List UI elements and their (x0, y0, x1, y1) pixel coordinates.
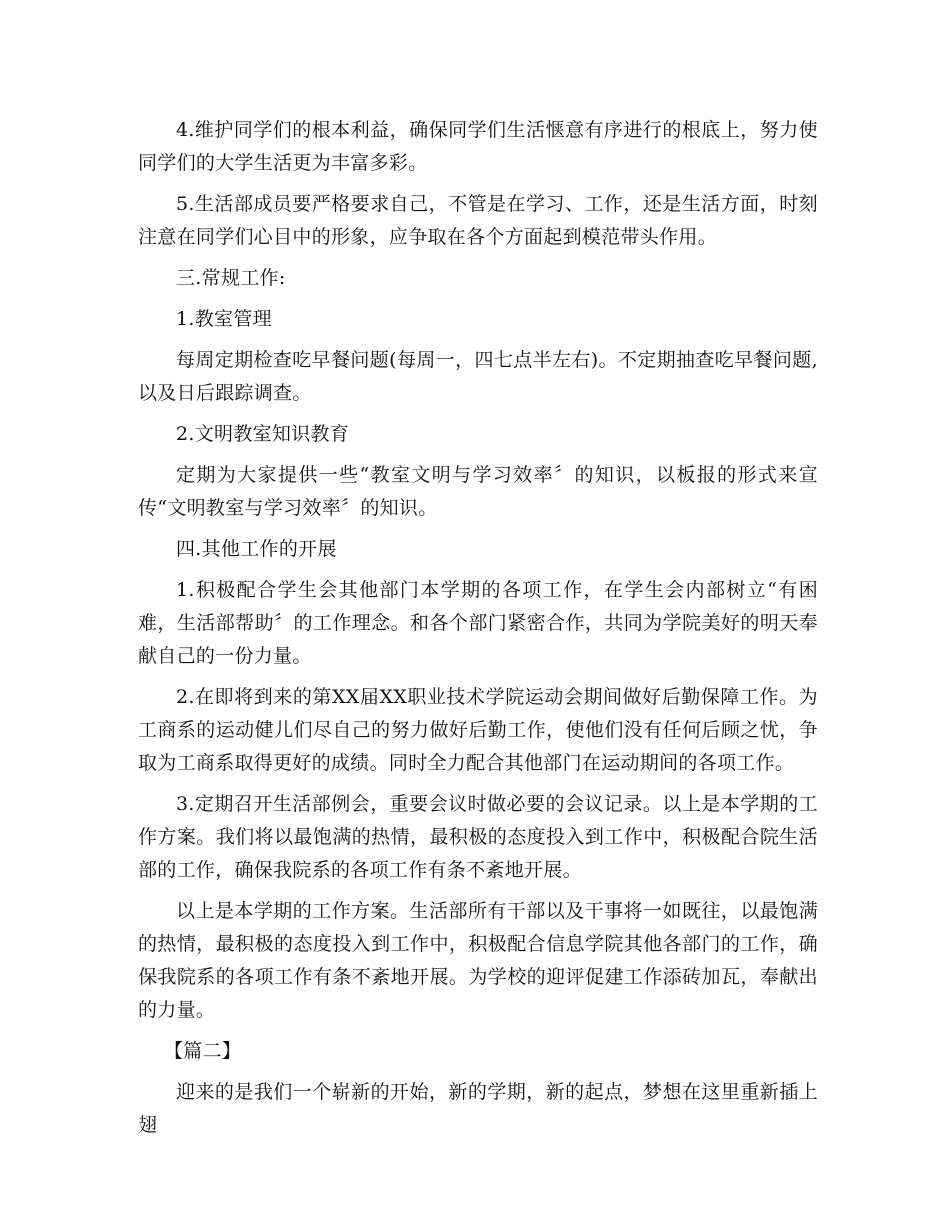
subheading-classroom-management: 1.教室管理 (176, 308, 272, 330)
paragraph-cooperation: 1.积极配合学生会其他部门本学期的各项工作，在学生会内部树立“有困难，生活部帮助〞的工作理念。和各个部门紧密合作，共同为学院美好的明天奉献自己的一份力量。 (138, 579, 818, 667)
section-heading-routine-work: 三.常规工作: (176, 267, 286, 289)
paragraph-new-beginning: 迎来的是我们一个崭新的开始，新的学期，新的起点，梦想在这里重新插上翅 (138, 1081, 818, 1136)
paragraph-sports-meet: 2.在即将到来的第XX届XX职业技术学院运动会期间做好后勤保障工作。为工商系的运动健儿们尽自己的努力做好后勤工作，使他们没有任何后顾之忧，争取为工商系取得更好的成绩。同时全力配合其他部门在运动期间的各项工作。 (138, 686, 818, 774)
paragraph-summary: 以上是本学期的工作方案。生活部所有干部以及干事将一如既往，以最饱满的热情，最积极的态度投入到工作中，积极配合信息学院其他各部门的工作，确保我院系的各项工作有条不紊地开展。为学校的迎评促建工作添砖加瓦，奉献出的力量。 (138, 900, 818, 1021)
section-marker-part-two: 【篇二】 (164, 1040, 242, 1062)
section-heading-other-work: 四.其他工作的开展 (176, 538, 337, 560)
subheading-civilized-classroom: 2.文明教室知识教育 (176, 423, 350, 445)
paragraph-item-5: 5.生活部成员要严格要求自己，不管是在学习、工作，还是生活方面，时刻注意在同学们心目中的形象，应争取在各个方面起到模范带头作用。 (138, 193, 818, 248)
paragraph-item-4: 4.维护同学们的根本利益，确保同学们生活惬意有序进行的根底上，努力使同学们的大学生活更为丰富多彩。 (138, 119, 818, 174)
paragraph-breakfast-check: 每周定期检查吃早餐问题(每周一，四七点半左右)。不定期抽查吃早餐问题,以及日后跟踪调查。 (138, 349, 818, 404)
paragraph-knowledge-promotion: 定期为大家提供一些“教室文明与学习效率〞的知识，以板报的形式来宣传“文明教室与学习效率〞的知识。 (138, 464, 818, 519)
document-page (138, 114, 818, 1150)
paragraph-regular-meeting: 3.定期召开生活部例会，重要会议时做必要的会议记录。以上是本学期的工作方案。我们将以最饱满的热情，最积极的态度投入到工作中，积极配合院生活部的工作，确保我院系的各项工作有条不紊地开展。 (138, 793, 818, 881)
